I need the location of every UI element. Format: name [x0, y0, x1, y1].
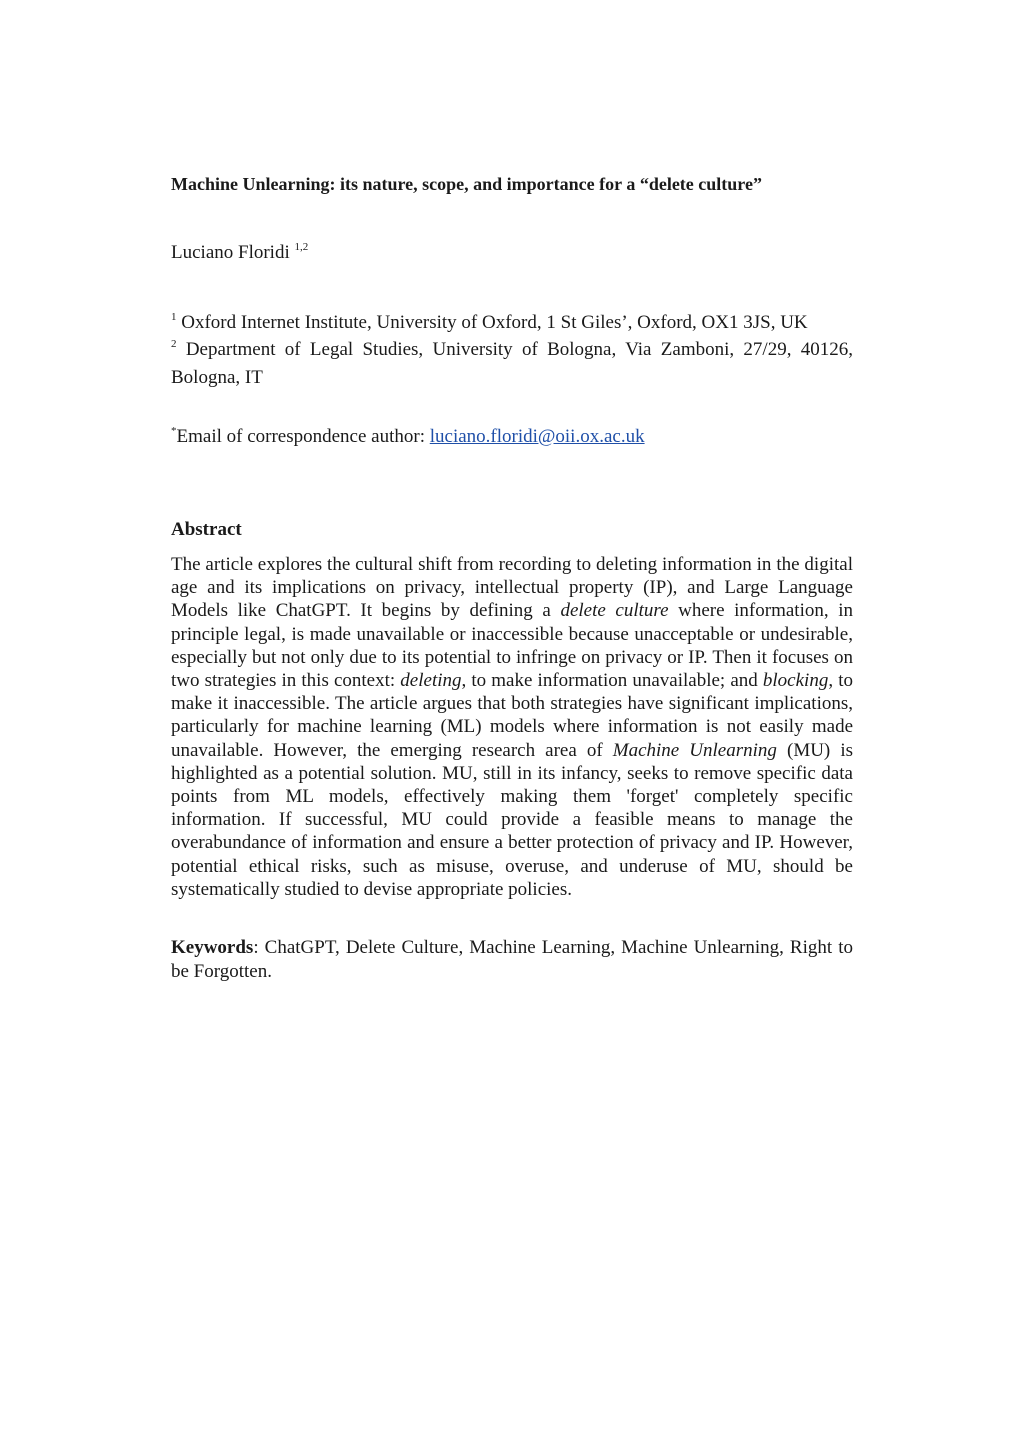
abstract-italic-term: blocking: [762, 670, 829, 692]
keywords-label: Keywords: [171, 937, 254, 958]
keywords-text: : ChatGPT, Delete Culture, Machine Learning, Machine Unlearning, Right to be Forgotten.: [171, 937, 853, 982]
abstract-body: [171, 553, 853, 901]
author-line: [171, 241, 308, 267]
correspondence-mark: *: [171, 425, 177, 437]
abstract-italic-term: deleting: [400, 670, 462, 692]
author-affiliation-marks: 1,2: [294, 241, 309, 253]
abstract-italic-term: delete culture: [560, 600, 669, 622]
author-name: Luciano Floridi: [171, 242, 290, 263]
abstract-italic-term: Machine Unlearning: [612, 739, 777, 761]
paper-title: Machine Unlearning: its nature, scope, and importance for a “delete culture”: [171, 174, 762, 194]
correspondence-line: [171, 425, 645, 451]
affiliation-1-text: Oxford Internet Institute, University of Oxford, 1 St Giles’, Oxford, OX1 3JS, UK: [181, 312, 808, 333]
affiliation-1-mark: 1: [171, 311, 177, 323]
abstract-text-segment: where information, in principle legal, is made unavailable or inaccessible because unacceptable or undesirable, especially but not only due to its potential to infringe on privacy or IP. Then it focuses on two strategies in this context:: [171, 600, 853, 692]
keywords-paragraph: [171, 936, 853, 984]
affiliation-2: [171, 337, 853, 391]
affiliation-1: [171, 310, 853, 338]
email-link[interactable]: luciano.floridi@oii.ox.ac.uk: [429, 426, 645, 447]
abstract-text-segment: , to make it inaccessible. The article argues that both strategies have significant implications, particularly for machine learning (ML) models where information is not easily made unavailable. However, the emerging research area of: [171, 670, 853, 761]
affiliation-2-text: Department of Legal Studies, University of Bologna, Via Zamboni, 27/29, 40126, Bologna, IT: [171, 339, 854, 388]
affiliation-2-mark: 2: [171, 338, 177, 350]
correspondence-label: Email of correspondence author:: [176, 426, 430, 447]
abstract-text-segment: (MU) is highlighted as a potential solution. MU, still in its infancy, seeks to remove specific data points from ML models, effectively making them 'forget' completely specific information. If successful, MU could provide a feasible means to manage the overabundance of information and ensure a better protection of privacy and IP. However, potential ethical risks, such as misuse, overuse, and underuse of MU, should be systematically studied to devise appropriate policies.: [171, 739, 853, 900]
abstract-heading: Abstract: [171, 519, 242, 540]
abstract-text-segment: , to make information unavailable; and: [461, 670, 763, 692]
abstract-text-segment: The article explores the cultural shift from recording to deleting information in the digital age and its implications on privacy, intellectual property (IP), and Large Language Models like ChatGPT. It begins by defining a: [171, 554, 853, 622]
